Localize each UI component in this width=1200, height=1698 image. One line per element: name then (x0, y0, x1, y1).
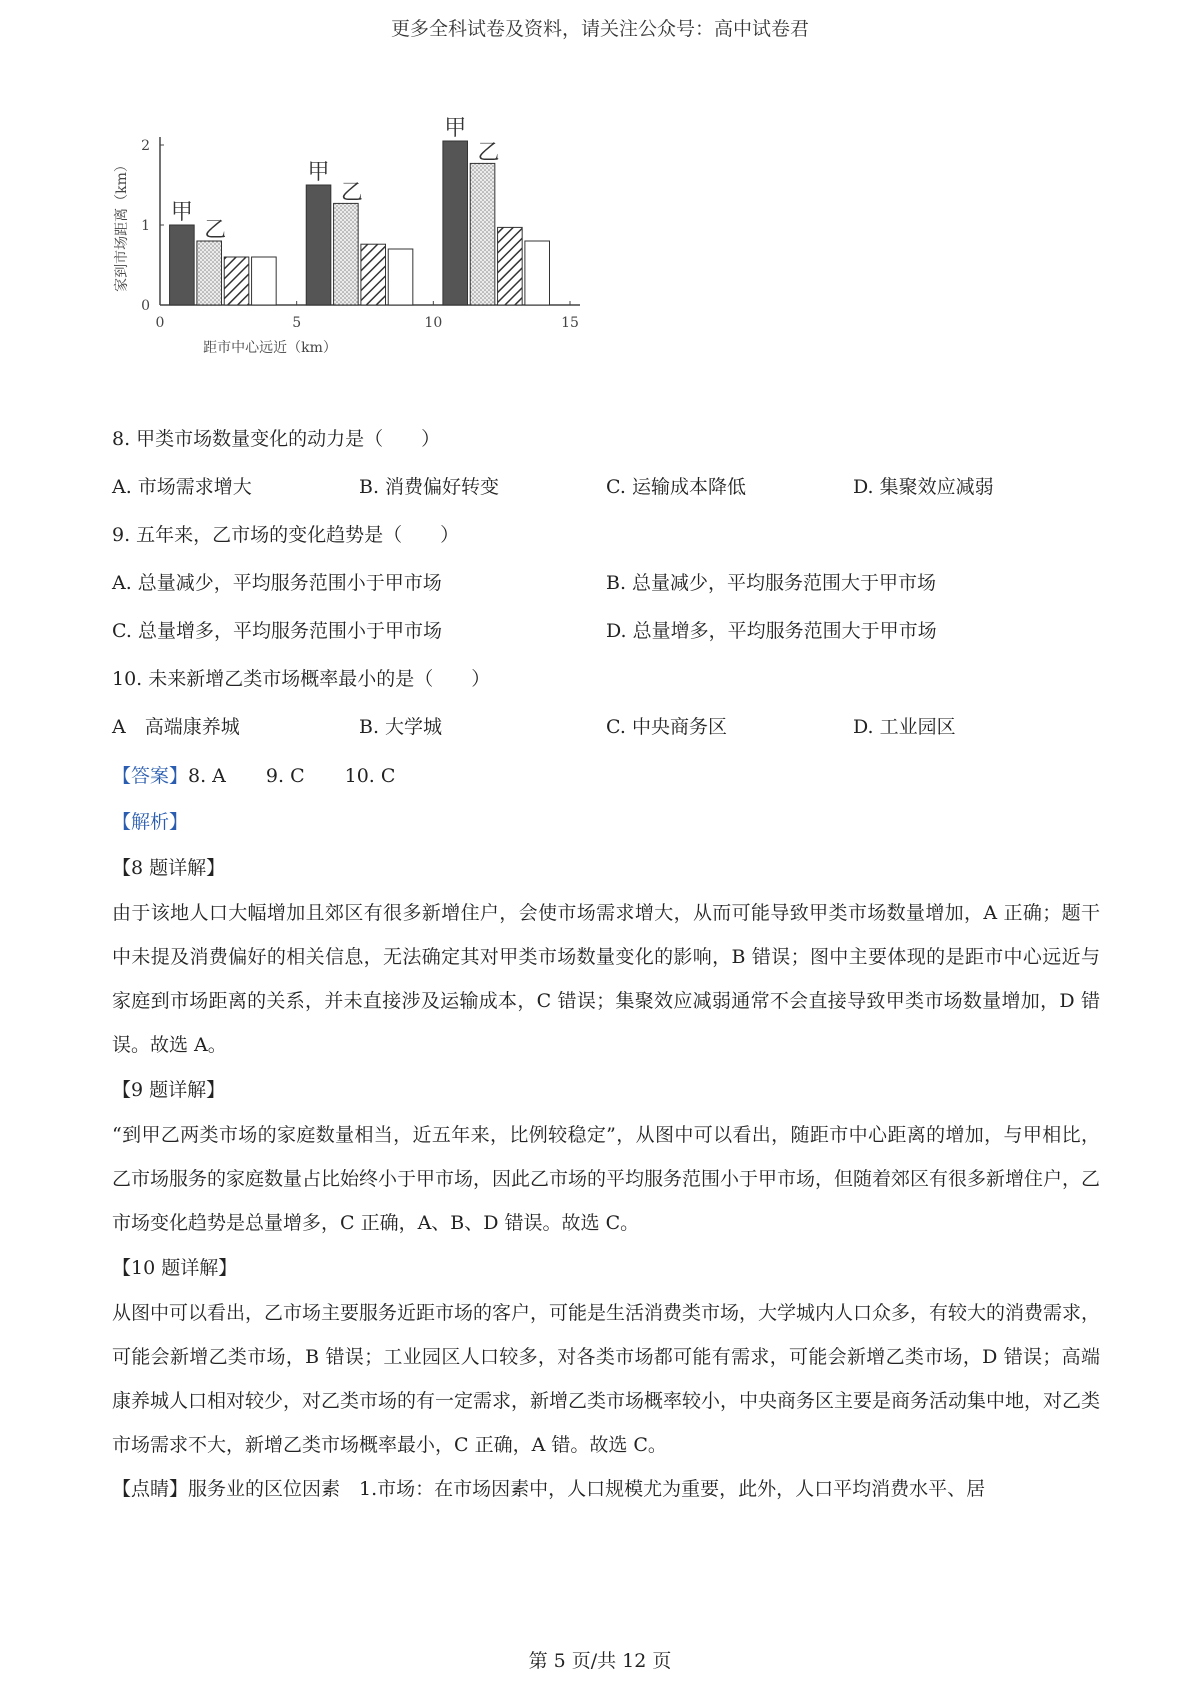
bar-g1-s1 (170, 225, 195, 305)
bar-g2-s1 (306, 185, 331, 305)
page-footer: 第 5 页/共 12 页 (528, 1650, 672, 1672)
detail8-title: 【8 题详解】 (112, 857, 226, 879)
q10-option-d[interactable]: D. 工业园区 (853, 716, 956, 738)
bar-g2-s4 (388, 249, 413, 305)
q8-option-d[interactable]: D. 集聚效应减弱 (853, 476, 994, 498)
q9-option-c[interactable]: C. 总量增多，平均服务范围小于甲市场 (112, 620, 442, 642)
question-content (112, 415, 1100, 1511)
q9-option-d[interactable]: D. 总量增多，平均服务范围大于甲市场 (606, 620, 937, 642)
q8-option-a[interactable]: A. 市场需求增大 (112, 476, 252, 498)
q10-option-a[interactable]: A 高端康养城 (112, 716, 240, 738)
x-tick-label: 5 (292, 315, 302, 331)
dianjing-text: 服务业的区位因素 1.市场：在市场因素中，人口规模尤为重要，此外，人口平均消费水平、居 (188, 1478, 986, 1500)
dianjing-tag: 【点睛】 (112, 1478, 189, 1500)
q8-option-c[interactable]: C. 运输成本降低 (606, 476, 746, 498)
q9-stem: 9. 五年来，乙市场的变化趋势是（ ） (112, 524, 460, 546)
y-tick-label: 1 (141, 218, 150, 234)
bar-label-g2-2: 乙 (340, 180, 363, 206)
page-header: 更多全科试卷及资料，请关注公众号：高中试卷君 (390, 18, 809, 40)
bar-g3-s2 (470, 163, 495, 305)
x-tick-label: 0 (155, 315, 165, 331)
q9-option-a[interactable]: A. 总量减少，平均服务范围小于甲市场 (112, 572, 442, 594)
answer-8: 8. A (188, 765, 226, 787)
bar-g3-s4 (525, 241, 550, 305)
bar-label-g2-1: 甲 (307, 160, 330, 185)
q8-stem: 8. 甲类市场数量变化的动力是（ ） (112, 428, 441, 450)
bar-label-g3-2: 乙 (477, 140, 500, 166)
q8-option-b[interactable]: B. 消费偏好转变 (359, 476, 500, 498)
bar-chart (100, 105, 660, 405)
bar-label-g3-1: 甲 (444, 116, 467, 141)
answer-10: 10. C (344, 765, 396, 787)
chart-bars (170, 141, 550, 305)
detail10-text: 从图中可以看出，乙市场主要服务近距市场的客户，可能是生活消费类市场，大学城内人口众多，有较大的消费需求，可能会新增乙类市场，B 错误；工业园区人口较多，对各类市场都可能有需求，可能会新增乙类市场，D 错误；高端康养城人口相对较少，对乙类市场的有一定需求，新增乙类市场概率较小，中央商务区主要是商务活动集中地，对乙类市场需求不大，新增乙类市场概率最小，C 正确，A 错。故选 C。 (112, 1302, 1101, 1456)
bar-label-g1-2: 乙 (204, 218, 227, 243)
detail10-title: 【10 题详解】 (112, 1257, 238, 1279)
q8-options (112, 463, 1100, 511)
bar-g1-s4 (252, 257, 277, 305)
answer-tag: 【答案】 (112, 765, 189, 787)
detail9-text: “到甲乙两类市场的家庭数量相当，近五年来，比例较稳定”，从图中可以看出，随距市中心距离的增加，与甲相比，乙市场服务的家庭数量占比始终小于甲市场，因此乙市场的平均服务范围小于甲市场，但随着郊区有很多新增住户，乙市场变化趋势是总量增多，C 正确，A、B、D 错误。故选 C。 (112, 1124, 1101, 1234)
answer-9: 9. C (265, 765, 305, 787)
analysis-tag: 【解析】 (112, 811, 189, 833)
bar-g3-s1 (443, 141, 468, 305)
y-tick-label: 0 (141, 298, 150, 314)
q10-option-c[interactable]: C. 中央商务区 (606, 716, 727, 738)
bar-g1-s2 (197, 241, 222, 305)
bar-label-g1-1: 甲 (170, 200, 193, 225)
x-tick-label: 10 (424, 315, 443, 331)
q9-options-row1 (112, 559, 1100, 607)
detail8-text: 由于该地人口大幅增加且郊区有很多新增住户，会使市场需求增大，从而可能导致甲类市场数量增加，A 正确；题干中未提及消费偏好的相关信息，无法确定其对甲类市场数量变化的影响，B 错误；图中主要体现的是距市中心远近与家庭到市场距离的关系，并未直接涉及运输成本，C 错误；集聚效应减弱通常不会直接导致甲类市场数量增加，D 错误。故选 A。 (112, 902, 1100, 1056)
q10-option-b[interactable]: B. 大学城 (359, 716, 443, 738)
x-axis-label: 距市中心远近（km） (203, 340, 337, 356)
y-tick-label: 2 (141, 138, 150, 154)
detail9-title: 【9 题详解】 (112, 1079, 226, 1101)
q10-options (112, 703, 1100, 751)
bar-g2-s2 (334, 203, 359, 305)
x-tick-label: 15 (561, 315, 579, 331)
q9-options-row2 (112, 607, 1100, 655)
answer-line (112, 753, 1100, 799)
q10-stem: 10. 未来新增乙类市场概率最小的是（ ） (112, 668, 491, 690)
bar-g2-s3 (361, 244, 386, 305)
bar-g3-s3 (498, 227, 523, 305)
dianjing-line (112, 1467, 1100, 1511)
q9-option-b[interactable]: B. 总量减少，平均服务范围大于甲市场 (606, 572, 937, 594)
bar-g1-s3 (224, 257, 249, 305)
y-axis-label: 家到市场距离（km） (114, 158, 130, 292)
